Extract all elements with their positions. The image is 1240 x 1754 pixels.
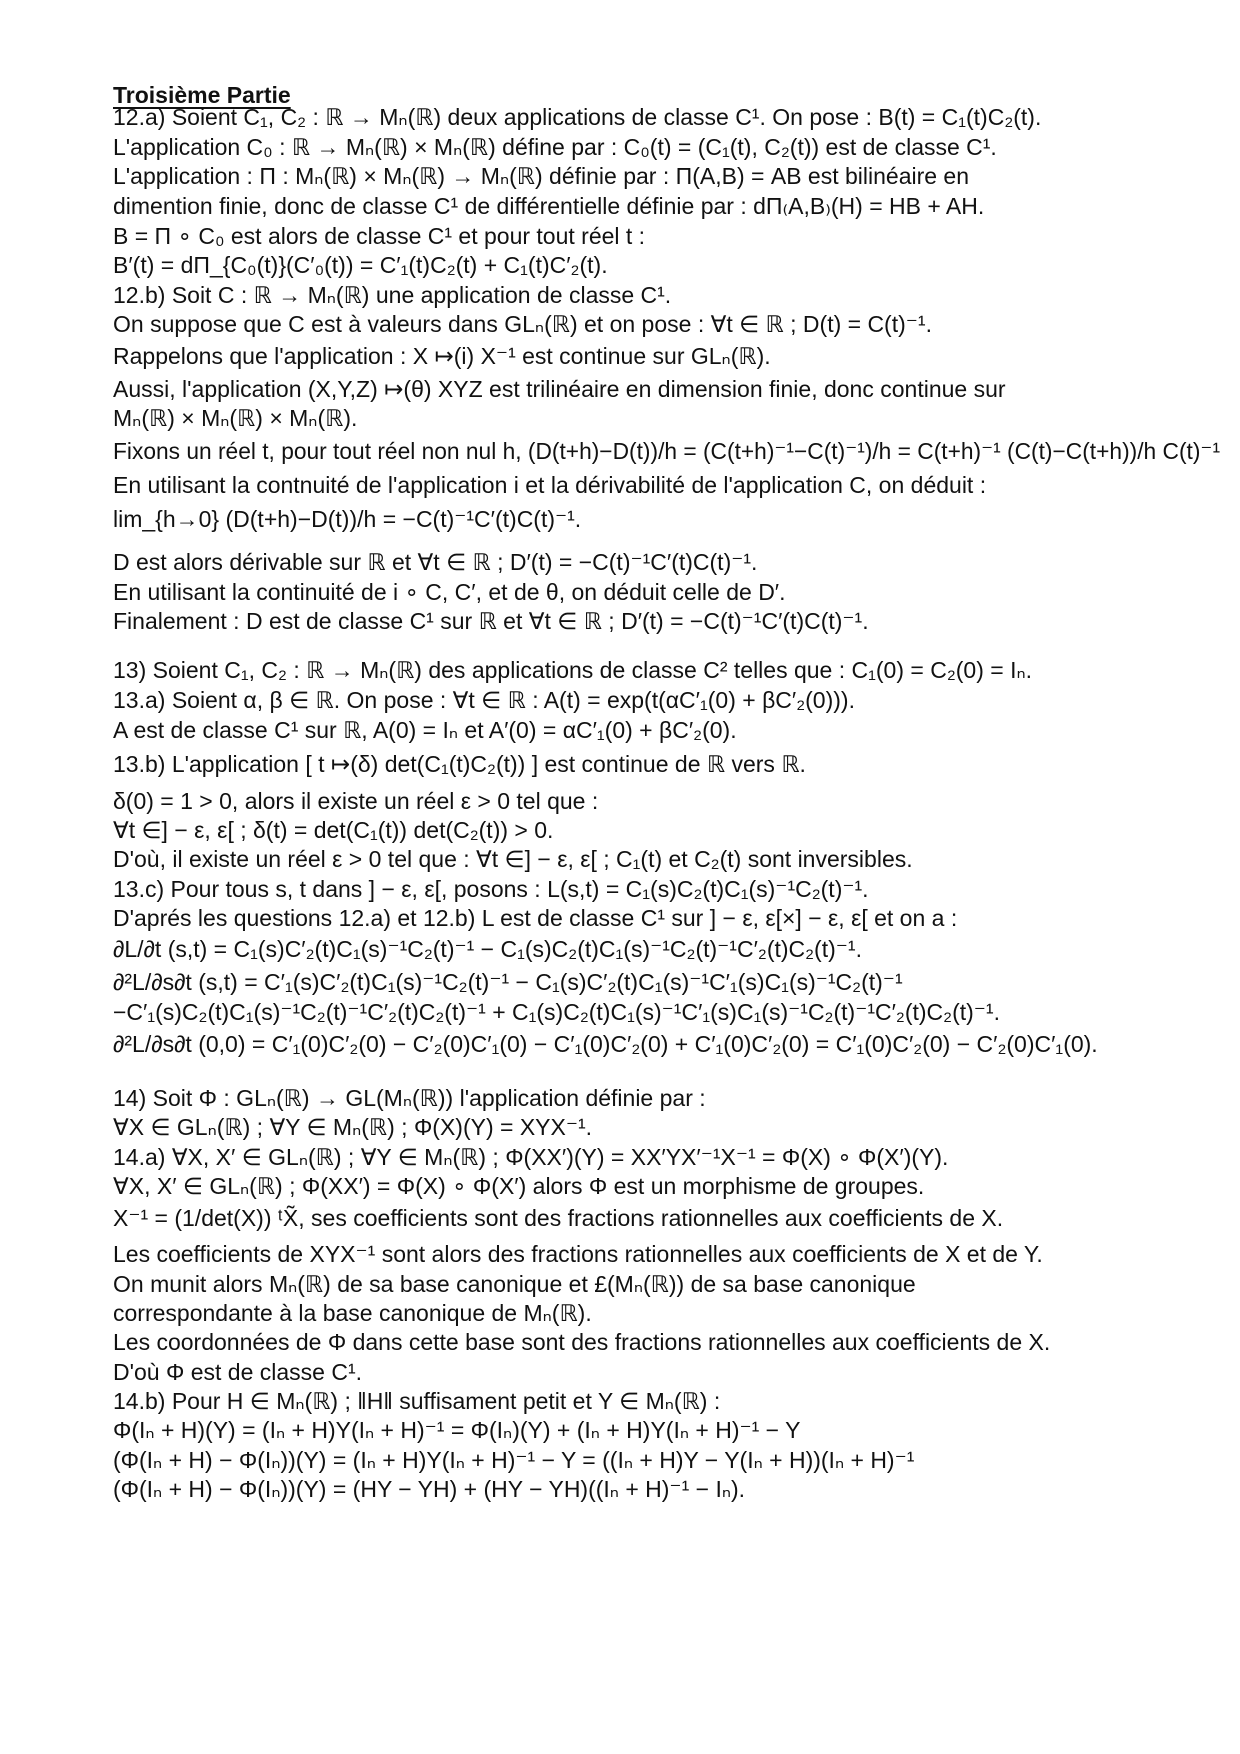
text-line: L'application : Π : Mₙ(ℝ) × Mₙ(ℝ) → Mₙ(ℝ) définie par : Π(A,B) = AB est bilinéaire en — [113, 163, 970, 189]
text-line: lim_{h→0} (D(t+h)−D(t))/h = −C(t)⁻¹C′(t)C(t)⁻¹. — [113, 506, 582, 532]
text-line: −C′₁(s)C₂(t)C₁(s)⁻¹C₂(t)⁻¹C′₂(t)C₂(t)⁻¹ + C₁(s)C₂(t)C₁(s)⁻¹C′₁(s)C₁(s)⁻¹C₂(t)⁻¹C′₂(t)C₂(t)⁻¹. — [113, 999, 1000, 1025]
text-line: Les coefficients de XYX⁻¹ sont alors des fractions rationnelles aux coefficients de X et de Y. — [113, 1241, 1043, 1267]
text-line: D est alors dérivable sur ℝ et ∀t ∈ ℝ ; D′(t) = −C(t)⁻¹C′(t)C(t)⁻¹. — [113, 549, 758, 575]
text-line: (Φ(Iₙ + H) − Φ(Iₙ))(Y) = (HY − YH) + (HY − YH)((Iₙ + H)⁻¹ − Iₙ). — [113, 1476, 746, 1502]
text-line: B = Π ∘ C₀ est alors de classe C¹ et pour tout réel t : — [113, 223, 646, 249]
text-line: X⁻¹ = (1/det(X)) ᵗX̃, ses coefficients sont des fractions rationnelles aux coefficients de X. — [113, 1205, 1004, 1231]
text-line: D'où, il existe un réel ε > 0 tel que : ∀t ∈] − ε, ε[ ; C₁(t) et C₂(t) sont inversibles. — [113, 846, 913, 872]
text-line: δ(0) = 1 > 0, alors il existe un réel ε > 0 tel que : — [113, 788, 599, 814]
text-line: 12.b) Soit C : ℝ → Mₙ(ℝ) une application de classe C¹. — [113, 282, 672, 308]
text-line: Fixons un réel t, pour tout réel non nul h, (D(t+h)−D(t))/h = (C(t+h)⁻¹−C(t)⁻¹)/h = C(t+h)⁻¹ (C(t)−C(t+h))/h C(t)⁻¹ — [113, 438, 1221, 464]
text-line: D'aprés les questions 12.a) et 12.b) L est de classe C¹ sur ] − ε, ε[×] − ε, ε[ et on a : — [113, 905, 958, 931]
text-line: Rappelons que l'application : X ↦(i) X⁻¹ est continue sur GLₙ(ℝ). — [113, 343, 771, 369]
text-line: Aussi, l'application (X,Y,Z) ↦(θ) XYZ est trilinéaire en dimension finie, donc continue sur — [113, 376, 1006, 402]
text-line: En utilisant la continuité de i ∘ C, C′, et de θ, on déduit celle de D′. — [113, 579, 786, 605]
text-line: ∀X, X′ ∈ GLₙ(ℝ) ; Φ(XX′) = Φ(X) ∘ Φ(X′) alors Φ est un morphisme de groupes. — [113, 1173, 925, 1199]
text-line: dimention finie, donc de classe C¹ de différentielle définie par : dΠ₍A,B₎(H) = HB + AH. — [113, 193, 985, 219]
text-line: ∂²L/∂s∂t (0,0) = C′₁(0)C′₂(0) − C′₂(0)C′₁(0) − C′₁(0)C′₂(0) + C′₁(0)C′₂(0) = C′₁(0)C′₂(0) − C′₂(0)C′₁(0). — [113, 1031, 1098, 1057]
text-line: 14) Soit Φ : GLₙ(ℝ) → GL(Mₙ(ℝ)) l'application définie par : — [113, 1085, 706, 1111]
text-line: B′(t) = dΠ_{C₀(t)}(C′₀(t)) = C′₁(t)C₂(t) + C₁(t)C′₂(t). — [113, 252, 608, 278]
text-line: 14.b) Pour H ∈ Mₙ(ℝ) ; ‖H‖ suffisament petit et Y ∈ Mₙ(ℝ) : — [113, 1388, 721, 1414]
text-line: (Φ(Iₙ + H) − Φ(Iₙ))(Y) = (Iₙ + H)Y(Iₙ + H)⁻¹ − Y = ((Iₙ + H)Y − Y(Iₙ + H))(Iₙ + H)⁻¹ — [113, 1447, 915, 1473]
text-line: 13.b) L'application [ t ↦(δ) det(C₁(t)C₂(t)) ] est continue de ℝ vers ℝ. — [113, 751, 806, 777]
text-line: Les coordonnées de Φ dans cette base sont des fractions rationnelles aux coefficients de X. — [113, 1329, 1051, 1355]
section-title: Troisième Partie — [113, 82, 291, 108]
text-line: ∀t ∈] − ε, ε[ ; δ(t) = det(C₁(t)) det(C₂(t)) > 0. — [113, 817, 554, 843]
text-line: 13.a) Soient α, β ∈ ℝ. On pose : ∀t ∈ ℝ : A(t) = exp(t(αC′₁(0) + βC′₂(0))). — [113, 687, 855, 713]
text-line: ∂L/∂t (s,t) = C₁(s)C′₂(t)C₁(s)⁻¹C₂(t)⁻¹ − C₁(s)C₂(t)C₁(s)⁻¹C₂(t)⁻¹C′₂(t)C₂(t)⁻¹. — [113, 936, 862, 962]
text-line: Finalement : D est de classe C¹ sur ℝ et ∀t ∈ ℝ ; D′(t) = −C(t)⁻¹C′(t)C(t)⁻¹. — [113, 608, 869, 634]
text-line: 14.a) ∀X, X′ ∈ GLₙ(ℝ) ; ∀Y ∈ Mₙ(ℝ) ; Φ(XX′)(Y) = XX′YX′⁻¹X⁻¹ = Φ(X) ∘ Φ(X′)(Y). — [113, 1144, 949, 1170]
text-line: A est de classe C¹ sur ℝ, A(0) = Iₙ et A′(0) = αC′₁(0) + βC′₂(0). — [113, 717, 737, 743]
text-line: 12.a) Soient C₁, C₂ : ℝ → Mₙ(ℝ) deux applications de classe C¹. On pose : B(t) = C₁(t)C₂(t). — [113, 104, 1042, 130]
text-line: ∀X ∈ GLₙ(ℝ) ; ∀Y ∈ Mₙ(ℝ) ; Φ(X)(Y) = XYX⁻¹. — [113, 1114, 593, 1140]
text-line: 13) Soient C₁, C₂ : ℝ → Mₙ(ℝ) des applications de classe C² telles que : C₁(0) = C₂(0) = Iₙ. — [113, 657, 1033, 683]
text-line: ∂²L/∂s∂t (s,t) = C′₁(s)C′₂(t)C₁(s)⁻¹C₂(t)⁻¹ − C₁(s)C′₂(t)C₁(s)⁻¹C′₁(s)C₁(s)⁻¹C₂(t)⁻¹ — [113, 969, 903, 995]
text-line: correspondante à la base canonique de Mₙ(ℝ). — [113, 1300, 592, 1326]
text-line: Mₙ(ℝ) × Mₙ(ℝ) × Mₙ(ℝ). — [113, 405, 358, 431]
text-line: D'où Φ est de classe C¹. — [113, 1359, 363, 1385]
text-line: On munit alors Mₙ(ℝ) de sa base canonique et £(Mₙ(ℝ)) de sa base canonique — [113, 1271, 916, 1297]
text-line: En utilisant la contnuité de l'application i et la dérivabilité de l'application C, on déduit : — [113, 472, 987, 498]
text-line: Φ(Iₙ + H)(Y) = (Iₙ + H)Y(Iₙ + H)⁻¹ = Φ(Iₙ)(Y) + (Iₙ + H)Y(Iₙ + H)⁻¹ − Y — [113, 1417, 801, 1443]
text-line: On suppose que C est à valeurs dans GLₙ(ℝ) et on pose : ∀t ∈ ℝ ; D(t) = C(t)⁻¹. — [113, 311, 932, 337]
text-line: L'application C₀ : ℝ → Mₙ(ℝ) × Mₙ(ℝ) défine par : C₀(t) = (C₁(t), C₂(t)) est de classe C¹. — [113, 134, 997, 160]
text-line: 13.c) Pour tous s, t dans ] − ε, ε[, posons : L(s,t) = C₁(s)C₂(t)C₁(s)⁻¹C₂(t)⁻¹. — [113, 876, 869, 902]
